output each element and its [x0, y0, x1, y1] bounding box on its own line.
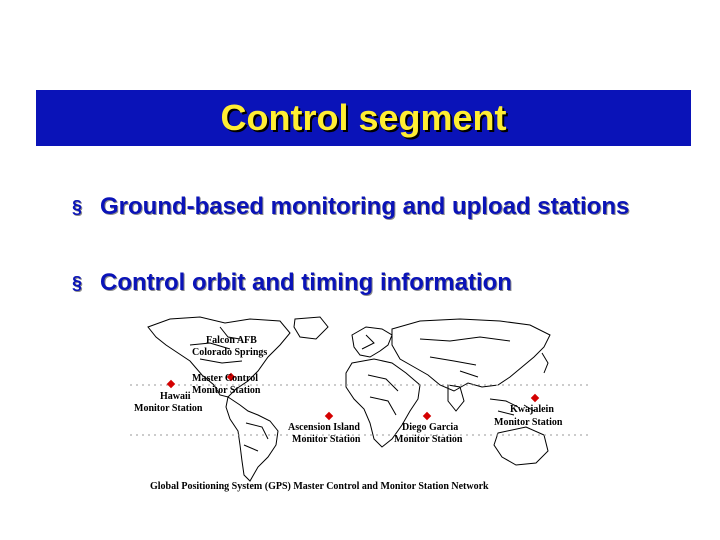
station-label: Hawaii [160, 391, 191, 402]
station-label: Falcon AFB [206, 335, 257, 346]
station-marker-ascension [325, 412, 333, 420]
station-label: Monitor Station [192, 385, 261, 396]
title-bar [36, 90, 691, 146]
bullet-text: Ground-based monitoring and upload stations [100, 193, 630, 220]
station-marker-kwajalein [531, 394, 539, 402]
bullet-square-icon: § [72, 197, 83, 217]
station-label: Kwajalein [510, 404, 554, 415]
station-label: Monitor Station [292, 434, 361, 445]
station-label: Monitor Station [134, 403, 203, 414]
slide-title: Control segment [220, 97, 507, 138]
bullet-text: Control orbit and timing information [100, 269, 512, 296]
map-caption: Global Positioning System (GPS) Master Control and Monitor Station Network [150, 481, 489, 492]
station-marker-hawaii [167, 380, 175, 388]
bullet-item [72, 270, 672, 296]
station-marker-diego [423, 412, 431, 420]
world-map [130, 315, 590, 495]
gps-station-map [130, 315, 590, 495]
station-label: Monitor Station [394, 434, 463, 445]
bullet-item [72, 194, 672, 220]
station-label: Monitor Station [494, 417, 563, 428]
world-map-outline [130, 317, 590, 481]
station-label: Diego Garcia [402, 422, 459, 433]
station-label: Master Control [192, 373, 259, 384]
bullet-square-icon: § [72, 273, 83, 293]
station-label: Ascension Island [288, 422, 360, 433]
station-label: Colorado Springs [192, 347, 268, 358]
